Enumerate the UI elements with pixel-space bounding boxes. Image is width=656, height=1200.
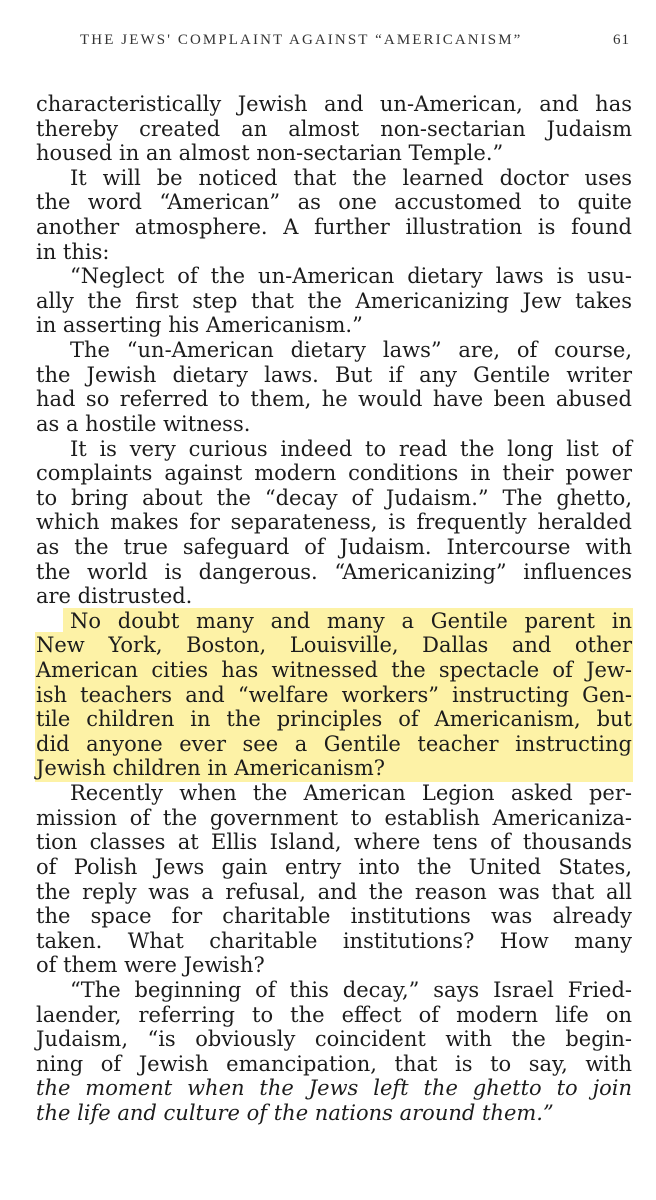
- text-line: the reply was a refusal, and the reason was that all: [36, 879, 632, 904]
- highlighted-text-line: did anyone ever see a Gentile teacher instructing: [36, 731, 632, 756]
- running-head-title: THE JEWS' COMPLAINT AGAINST “AMERICANISM”: [80, 32, 523, 48]
- text-line: mission of the government to establish Americaniza-: [36, 805, 632, 830]
- highlighted-text-line: No doubt many and many a Gentile parent in: [64, 609, 632, 634]
- text-line: It is very curious indeed to read the long list of: [70, 436, 632, 461]
- text-line: which makes for separateness, is frequently heralded: [36, 510, 632, 535]
- text-line: laender, referring to the effect of modern life on: [36, 1002, 632, 1027]
- highlighted-text-line: tile children in the principles of Americanism, but: [36, 707, 632, 732]
- text-line: the world is dangerous. “Americanizing” influences: [36, 559, 632, 584]
- text-line: Judaism, “is obviously coincident with the begin-: [36, 1027, 632, 1052]
- text-line: had so referred to them, he would have been abused: [36, 387, 632, 412]
- text-line: It will be noticed that the learned doctor uses: [70, 165, 632, 190]
- text-line: the Jewish dietary laws. But if any Gentile writer: [36, 362, 632, 387]
- text-line: to bring about the “decay of Judaism.” The ghetto,: [36, 485, 632, 510]
- highlighted-text-line: American cities has witnessed the spectacle of Jew-: [36, 658, 632, 683]
- text-line: characteristically Jewish and un-American, and has: [36, 92, 632, 116]
- text-line: thereby created an almost non-sectarian Judaism: [36, 116, 632, 141]
- text-line: in this:: [36, 239, 110, 264]
- text-line: of Polish Jews gain entry into the United States,: [36, 854, 632, 879]
- text-line: the space for charitable institutions was already: [36, 904, 632, 929]
- text-line: ning of Jewish emancipation, that is to say, with: [36, 1051, 632, 1076]
- text-line: as a hostile witness.: [36, 411, 251, 436]
- text-line: complaints against modern conditions in their power: [36, 461, 632, 486]
- running-head: [80, 32, 630, 56]
- highlighted-text-line: Jewish children in Americanism?: [36, 756, 632, 781]
- text-line: ally the first step that the Americanizing Jew takes: [36, 288, 632, 313]
- highlighted-text-line: New York, Boston, Louisville, Dallas and other: [36, 633, 632, 658]
- text-line: The “un-American dietary laws” are, of course,: [70, 338, 632, 363]
- text-line: are distrusted.: [36, 584, 193, 609]
- text-line: as the true safeguard of Judaism. Intercourse with: [36, 534, 632, 559]
- text-line: the life and culture of the nations around them.”: [36, 1100, 554, 1125]
- page-number: 61: [613, 32, 630, 48]
- text-line: in asserting his Americanism.”: [36, 313, 363, 338]
- text-line: “Neglect of the un-American dietary laws is usu-: [70, 264, 632, 289]
- text-line: tion classes at Ellis Island, where tens of thousands: [36, 830, 632, 855]
- body-text: [36, 92, 632, 1126]
- text-line: the moment when the Jews left the ghetto to join: [36, 1076, 632, 1101]
- text-line: of them were Jewish?: [36, 953, 265, 978]
- text-line: taken. What charitable institutions? How many: [36, 928, 632, 953]
- text-line: the word “American” as one accustomed to quite: [36, 190, 632, 215]
- text-line: Recently when the American Legion asked per-: [70, 781, 632, 806]
- text-line: another atmosphere. A further illustration is found: [36, 215, 632, 240]
- text-line: “The beginning of this decay,” says Israel Fried-: [70, 977, 632, 1002]
- text-line: housed in an almost non-sectarian Temple.”: [36, 141, 504, 166]
- highlighted-text-line: ish teachers and “welfare workers” instructing Gen-: [36, 682, 632, 707]
